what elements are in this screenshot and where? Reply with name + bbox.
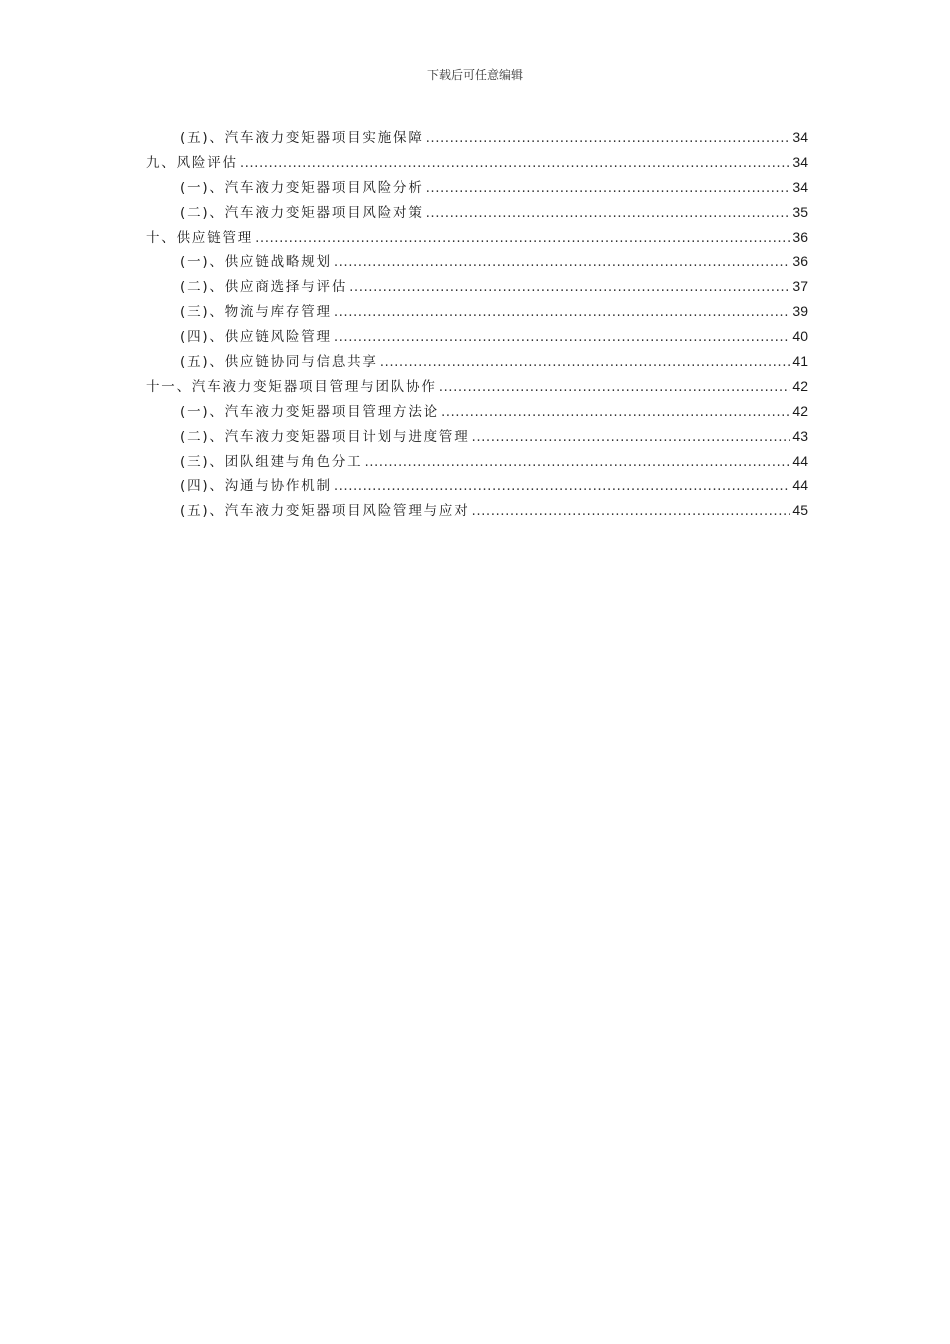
toc-entry-title: (二)、汽车液力变矩器项目风险对策 bbox=[180, 204, 424, 221]
toc-entry-page: 36 bbox=[792, 228, 808, 245]
toc-entry-page: 44 bbox=[792, 452, 808, 469]
toc-entry[interactable] bbox=[146, 249, 808, 274]
toc-entry-page: 42 bbox=[792, 402, 808, 419]
toc-entry-page: 41 bbox=[792, 353, 808, 370]
toc-leader-dots bbox=[349, 275, 790, 300]
toc-entry-title: (五)、供应链协同与信息共享 bbox=[180, 354, 378, 371]
toc-entry-title: (三)、团队组建与角色分工 bbox=[180, 453, 363, 470]
toc-leader-dots bbox=[334, 474, 791, 499]
page-header: 下载后可任意编辑 bbox=[426, 68, 523, 82]
toc-entry-page: 34 bbox=[792, 178, 808, 195]
toc-entry-page: 42 bbox=[792, 377, 808, 394]
toc-entry[interactable] bbox=[146, 374, 808, 399]
toc-entry-page: 35 bbox=[792, 203, 808, 220]
toc-entry[interactable] bbox=[146, 150, 808, 175]
toc-entry-title: (五)、汽车液力变矩器项目风险管理与应对 bbox=[180, 503, 470, 520]
toc-entry-title: 十一、汽车液力变矩器项目管理与团队协作 bbox=[146, 378, 437, 395]
toc-entry-page: 36 bbox=[792, 253, 808, 270]
toc-entry[interactable] bbox=[146, 324, 808, 349]
toc-entry-page: 43 bbox=[792, 427, 808, 444]
toc-entry-title: 十、供应链管理 bbox=[146, 229, 254, 246]
toc-entry[interactable] bbox=[146, 125, 808, 150]
toc-leader-dots bbox=[426, 176, 791, 201]
toc-entry[interactable] bbox=[146, 473, 808, 498]
toc-leader-dots bbox=[472, 499, 791, 524]
toc-entry[interactable] bbox=[146, 449, 808, 474]
toc-entry-title: (一)、汽车液力变矩器项目管理方法论 bbox=[180, 403, 439, 420]
toc-leader-dots bbox=[255, 226, 790, 251]
toc-entry-title: (一)、供应链战略规划 bbox=[180, 254, 332, 271]
toc-entry-title: (五)、汽车液力变矩器项目实施保障 bbox=[180, 130, 424, 146]
toc-leader-dots bbox=[439, 375, 791, 400]
toc-entry[interactable] bbox=[146, 299, 808, 324]
toc-leader-dots bbox=[364, 450, 790, 475]
toc-entry-title: (二)、供应商选择与评估 bbox=[180, 279, 348, 296]
toc-entry-title: (四)、沟通与协作机制 bbox=[180, 478, 332, 495]
toc-leader-dots bbox=[240, 151, 791, 176]
toc-entry-page: 40 bbox=[792, 328, 808, 345]
toc-entry-page: 45 bbox=[792, 502, 808, 519]
toc-leader-dots bbox=[380, 350, 791, 375]
toc-entry-title: (二)、汽车液力变矩器项目计划与进度管理 bbox=[180, 428, 470, 445]
toc-entry[interactable] bbox=[146, 349, 808, 374]
toc-entry[interactable] bbox=[146, 225, 808, 250]
toc-entry-title: (三)、物流与库存管理 bbox=[180, 304, 332, 321]
toc-entry-page: 39 bbox=[792, 303, 808, 320]
toc-leader-dots bbox=[472, 425, 791, 450]
toc-leader-dots bbox=[334, 300, 791, 325]
toc-entry[interactable] bbox=[146, 200, 808, 225]
toc-entry[interactable] bbox=[146, 498, 808, 523]
toc-entry-page: 34 bbox=[792, 129, 808, 145]
toc-entry-title: (一)、汽车液力变矩器项目风险分析 bbox=[180, 179, 424, 196]
toc-leader-dots bbox=[334, 250, 791, 275]
toc-leader-dots bbox=[426, 201, 791, 226]
toc-entry[interactable] bbox=[146, 274, 808, 299]
toc-entry[interactable] bbox=[146, 175, 808, 200]
toc-entry-page: 37 bbox=[792, 278, 808, 295]
toc-entry[interactable] bbox=[146, 399, 808, 424]
toc-entry-title: 九、风险评估 bbox=[146, 154, 238, 171]
toc-leader-dots bbox=[426, 126, 791, 151]
toc-leader-dots bbox=[334, 325, 791, 350]
table-of-contents bbox=[146, 125, 808, 523]
toc-leader-dots bbox=[441, 400, 790, 425]
toc-entry-page: 34 bbox=[792, 153, 808, 170]
toc-entry-page: 44 bbox=[792, 477, 808, 494]
toc-entry-title: (四)、供应链风险管理 bbox=[180, 329, 332, 346]
toc-entry[interactable] bbox=[146, 424, 808, 449]
